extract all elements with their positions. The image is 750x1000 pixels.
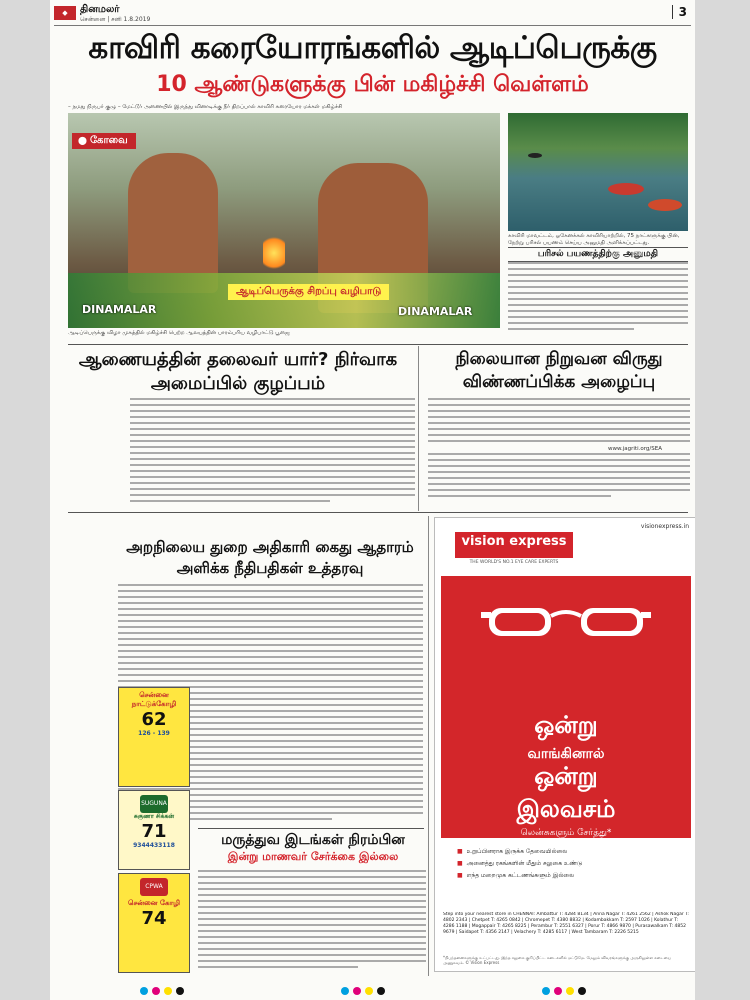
- side-heading: பரிசல் பயணத்திற்கு அனுமதி: [508, 247, 688, 262]
- ad-logo: SUGUNA: [140, 795, 168, 813]
- ad-footnote: *நிபந்தனைகளுக்கு உட்பட்டது. இந்த சலுகை குறிப்பிட்ட கடைகளில் மட்டுமே. மேலும் விவரங்களுக்கு அருகிலுள்ள கடையை அணுகவும். © Vision Express: [443, 955, 672, 965]
- side-photo-caption: காவிரி மாவட்டம், ஓகேனக்கல் காவிரியாற்றில், 75 நாட்களுக்கு பின், நேற்று பரிசல் பயணம் செய்ய அனுமதி அளிக்கப்பட்டது.: [508, 233, 680, 246]
- location-tag: ⬤ கோவை: [72, 133, 136, 149]
- ad-price: 71: [141, 821, 167, 842]
- issue-date: சென்னை | சனி 1.8.2019: [80, 16, 151, 23]
- vision-express-logo: vision express: [455, 532, 573, 558]
- coracle-boat-icon: [608, 183, 644, 195]
- classified-ad[interactable]: [118, 687, 190, 787]
- feature-item: ■ எந்த மறைமுக கட்டணங்களும் இல்லை: [457, 872, 677, 880]
- story2-body: [130, 398, 415, 508]
- ritual-fire-icon: [263, 233, 285, 273]
- offer-panel: [441, 576, 691, 838]
- paper-logo: ◆: [54, 6, 76, 20]
- ad-phone: 9344433118: [133, 842, 175, 849]
- ad-phone: 126 - 139: [138, 730, 170, 737]
- story2-headline: ஆணையத்தின் தலைவர் யார்? நிர்வாக அமைப்பில் குழப்பம்: [78, 349, 398, 394]
- vision-express-ad[interactable]: [434, 517, 695, 972]
- banana-leaf-offering: [68, 273, 500, 328]
- offer-line-2: வாங்கினால்: [527, 746, 605, 762]
- store-list: [443, 912, 689, 952]
- feature-list: [457, 848, 677, 884]
- ad-title: சுகுணா சிக்கன்: [133, 813, 175, 820]
- story3-url[interactable]: www.jagriti.org/SEA: [608, 446, 662, 452]
- photo-overlay-caption: ஆடிப்பெருக்கு சிறப்பு வழிபாடு: [228, 284, 389, 300]
- offer-line-4: இலவசம்: [516, 795, 616, 823]
- ad-price: 62: [141, 709, 167, 730]
- offer-line-3: ஒன்று: [534, 762, 598, 790]
- story3-body: [428, 398, 690, 510]
- page-number: 3: [672, 5, 687, 19]
- store-list-text: Step into your nearest store in CHENNAI: Ambattur T: 4284 8134 | Anna Nagar T: 4261 2562 | Ashok Nagar T: 4802 2343 | Chetpet T: 4265 0842 | Chromepet T: 4380 8832 | Kodambakkam T: 2597 1026 | Kolathur T: 4286 1188 | Mogappair T: 4265 8225 | Perambur T: 2551 6327 | Porur T: 4866 9870 | Purasawalkam T: 4852 9679 | Saidapet T: 4356 2147 | Velachery T: 4285 6117 | West Tambaram T: 2226 5215: [443, 912, 689, 935]
- classified-ad[interactable]: [118, 790, 190, 870]
- classified-ad[interactable]: [118, 873, 190, 973]
- ad-title: சென்னை கோழி: [128, 899, 180, 907]
- lead-headline: காவிரி கரையோரங்களில் ஆடிப்பெருக்கு: [88, 30, 657, 66]
- coracle-boat-icon: [648, 199, 682, 211]
- lead-photo: [68, 113, 500, 328]
- story3-headline: நிலையான நிறுவன விருது விண்ணப்பிக்க அழைப்பு: [455, 349, 663, 392]
- ad-url[interactable]: visionexpress.in: [640, 523, 689, 530]
- masthead: [54, 4, 691, 26]
- ad-price: 74: [141, 908, 167, 929]
- story5-headline: மருத்துவ இடங்கள் நிரம்பின: [221, 832, 405, 848]
- lead-byline: – நமது நிருபர் குழு – மேட்டூர் அணையில் இருந்து வினாடிக்கு நீர் திறப்பால் காவிரி கரையோர மக்கள் மகிழ்ச்சி: [68, 104, 343, 110]
- coracle-boat-icon: [528, 153, 542, 158]
- lead-photo-caption: ஆடிப்பெருக்கு விழா முகத்தில் மகிழ்ச்சி பெற்ற ஆலயத்தின் பாரம்பரிய வழிபாட்டு பூஜை: [68, 330, 290, 336]
- eyeglasses-icon: [481, 602, 651, 642]
- ad-logo: CPWA: [140, 878, 168, 896]
- feature-item: ■ உறுப்பினராக இருக்க தேவையில்லை: [457, 848, 677, 856]
- photo-watermark-right: DINAMALAR: [398, 305, 473, 318]
- story4-headline: அறநிலைய துறை அதிகாரி கைது ஆதாரம் அளிக்க நீதிபதிகள் உத்தரவு: [126, 538, 414, 577]
- classified-ads-column: [118, 687, 190, 976]
- lead-subheadline: 10 ஆண்டுகளுக்கு பின் மகிழ்ச்சி வெள்ளம்: [156, 72, 589, 97]
- registration-marks: [50, 980, 695, 1000]
- story5-subheadline: இன்று மாணவர் சேர்க்கை இல்லை: [227, 850, 399, 863]
- feature-item: ■ அனைத்து ரகங்களின் மீதும் சலுகை உண்டு: [457, 860, 677, 868]
- offer-tagline: லென்சுகளும் சேர்த்து*: [520, 828, 612, 838]
- story5-body: [198, 870, 426, 976]
- offer-line-1: ஒன்று: [534, 711, 598, 739]
- photo-watermark-left: DINAMALAR: [82, 303, 157, 316]
- ad-title: சென்னை நாட்டுக்கோழி: [131, 691, 177, 708]
- newspaper-page: [50, 0, 695, 1000]
- paper-name: தினமலர்: [80, 4, 120, 15]
- side-photo: [508, 113, 688, 231]
- side-body-text: [508, 262, 688, 340]
- priest-figure-left: [128, 153, 218, 293]
- brand-tagline: THE WORLD'S NO.1 EYE CARE EXPERTS: [469, 560, 559, 565]
